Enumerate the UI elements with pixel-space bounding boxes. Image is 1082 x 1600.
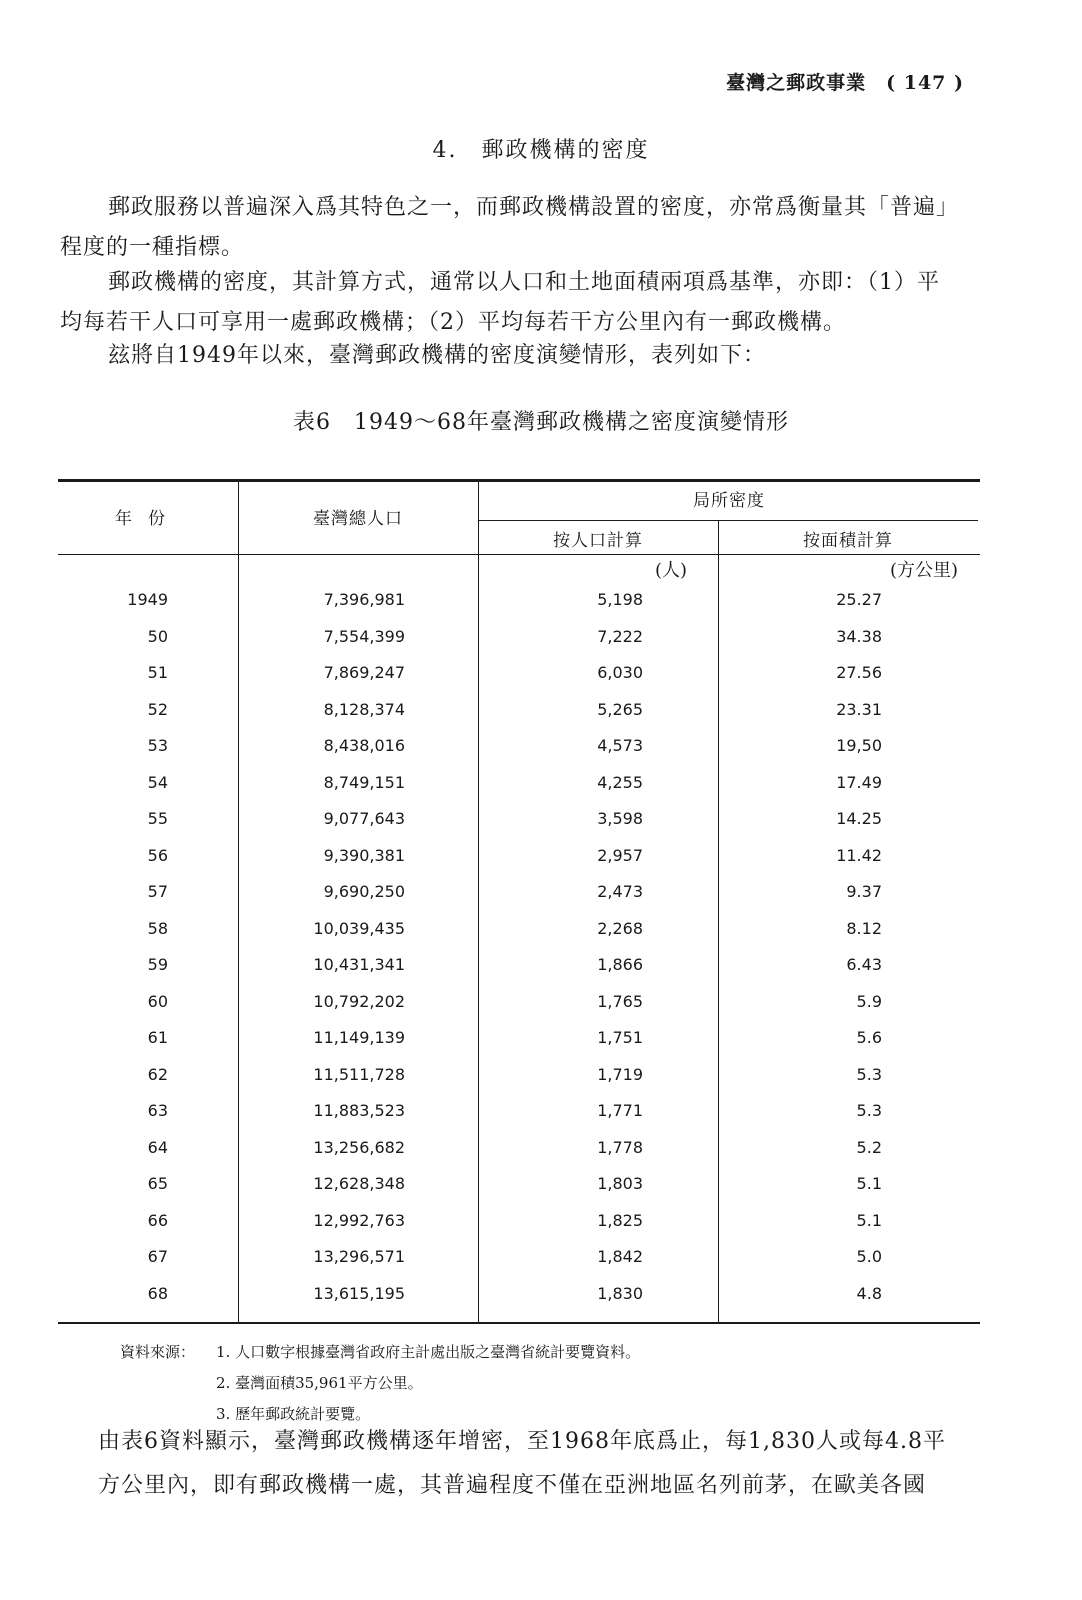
paragraph-2-text: 郵政機構的密度，其計算方式，通常以人口和土地面積兩項爲基準，亦即：（1）平均每若干人口可享用一處郵政機構；（2）平均每若干方公里內有一郵政機構。 [60,270,940,335]
cell-by-population: 1,751 [597,1028,643,1047]
cell-by-area: 5.9 [856,991,882,1011]
table-row [0,1065,1082,1102]
cell-population: 10,431,341 [313,955,405,974]
cell-by-area: 5.6 [856,1028,882,1047]
cell-population: 12,992,763 [313,1210,405,1230]
cell-population: 13,256,682 [313,1137,405,1157]
cell-by-area: 6.43 [846,955,882,974]
table-row [0,1101,1082,1138]
cell-by-area: 17.49 [836,772,882,792]
cell-population: 7,869,247 [323,663,405,682]
cell-by-population: 1,825 [597,1210,643,1230]
cell-population: 7,396,981 [323,590,405,609]
table-row [0,882,1082,919]
cell-year: 51 [147,663,168,682]
cell-by-population: 1,719 [597,1064,643,1084]
cell-by-population: 1,803 [597,1174,643,1193]
cell-year: 53 [147,736,168,755]
paragraph-1 [60,188,955,268]
cell-population: 11,511,728 [313,1064,405,1084]
cell-year: 65 [147,1174,168,1193]
cell-year: 62 [147,1064,168,1084]
cell-by-area: 5.0 [856,1247,882,1266]
cell-year: 66 [147,1210,168,1230]
table-row [0,1247,1082,1284]
cell-by-area: 8.12 [846,918,882,938]
cell-population: 12,628,348 [313,1174,405,1193]
cell-year: 58 [147,918,168,938]
cell-by-area: 34.38 [836,626,882,646]
source-note-1: 1. 人口數字根據臺灣省政府主計處出版之臺灣省統計要覽資料。 [216,1343,641,1361]
cell-year: 68 [147,1283,168,1303]
cell-by-area: 27.56 [836,663,882,682]
cell-population: 8,438,016 [323,736,405,755]
table-row [0,919,1082,956]
cell-by-population: 1,771 [597,1101,643,1120]
cell-by-area: 5.1 [856,1174,882,1193]
header-density: 局所密度 [693,491,765,511]
cell-by-population: 2,957 [597,845,643,865]
cell-population: 10,792,202 [313,991,405,1011]
table-row [0,663,1082,700]
cell-population: 13,615,195 [313,1283,405,1303]
cell-population: 10,039,435 [313,918,405,938]
cell-by-population: 1,765 [597,991,643,1011]
cell-year: 56 [147,845,168,865]
cell-by-population: 1,778 [597,1137,643,1157]
cell-by-population: 1,830 [597,1283,643,1303]
cell-by-area: 14.25 [836,809,882,828]
table-row [0,809,1082,846]
cell-by-area: 19,50 [836,736,882,755]
table-row [0,1284,1082,1321]
cell-by-area: 4.8 [856,1283,882,1303]
cell-by-population: 3,598 [597,809,643,828]
table-row [0,1174,1082,1211]
source-note-3: 3. 歷年郵政統計要覽。 [216,1405,371,1423]
cell-by-area: 5.2 [856,1137,882,1157]
cell-population: 7,554,399 [323,626,405,646]
cell-population: 9,077,643 [323,809,405,828]
cell-by-population: 6,030 [597,663,643,682]
source-note-2: 2. 臺灣面積35,961平方公里。 [216,1374,423,1392]
source-notes-label: 資料來源： [120,1343,196,1361]
cell-year: 59 [147,955,168,974]
cell-by-area: 11.42 [836,845,882,865]
table-body [0,590,1082,1320]
cell-year: 1949 [127,590,168,609]
cell-by-area: 23.31 [836,699,882,719]
cell-by-population: 5,265 [597,699,643,719]
cell-by-area: 25.27 [836,590,882,609]
table-header-rule [58,554,980,555]
cell-year: 67 [147,1247,168,1266]
table-subheader-rule [478,520,978,521]
table-row [0,773,1082,810]
cell-by-population: 4,573 [597,736,643,755]
table-row [0,1028,1082,1065]
table-row [0,846,1082,883]
unit-square-km: (方公里) [890,560,959,581]
header-by-population: 按人口計算 [553,531,643,551]
section-title: 4. 郵政機構的密度 [432,138,650,163]
cell-population: 9,390,381 [323,845,405,865]
cell-by-area: 5.1 [856,1210,882,1230]
running-head: 臺灣之郵政事業 ( 147 ) [726,72,964,94]
cell-by-population: 4,255 [597,772,643,792]
cell-year: 50 [147,626,168,646]
table-row [0,700,1082,737]
paragraph-4: 由表6資料顯示，臺灣郵政機構逐年增密，至1968年底爲止，每1,830人或每4.8平方公里內，即有郵政機構一處，其普遍程度不僅在亞洲地區名列前茅，在歐美各國 [98,1429,946,1498]
cell-population: 11,149,139 [313,1028,405,1047]
cell-year: 54 [147,772,168,792]
paragraph-1-text: 郵政服務以普遍深入爲其特色之一，而郵政機構設置的密度，亦常爲衡量其「普遍」程度的一種指標。 [60,195,949,260]
table-row [0,1138,1082,1175]
cell-by-area: 9.37 [846,882,882,901]
paragraph-3 [60,336,955,376]
cell-by-area: 5.3 [856,1064,882,1084]
cell-year: 61 [147,1028,168,1047]
cell-population: 8,128,374 [323,699,405,719]
cell-by-population: 1,866 [597,955,643,974]
cell-population: 8,749,151 [323,772,405,792]
cell-population: 11,883,523 [313,1101,405,1120]
cell-population: 13,296,571 [313,1247,405,1266]
header-year: 年份 [115,509,181,529]
paragraph-3-text: 玆將自1949年以來，臺灣郵政機構的密度演變情形，表列如下： [108,343,766,368]
cell-by-population: 2,268 [597,918,643,938]
header-by-area: 按面積計算 [803,531,893,551]
unit-persons: (人) [655,560,688,581]
table-top-rule [58,479,980,482]
table-row [0,1211,1082,1248]
cell-by-population: 2,473 [597,882,643,901]
cell-by-area: 5.3 [856,1101,882,1120]
header-population: 臺灣總人口 [313,509,403,529]
source-notes [120,1337,640,1430]
cell-by-population: 1,842 [597,1247,643,1266]
table-bottom-rule [58,1322,980,1324]
cell-year: 52 [147,699,168,719]
cell-population: 9,690,250 [323,882,405,901]
cell-year: 64 [147,1137,168,1157]
table-title: 表6 1949～68年臺灣郵政機構之密度演變情形 [293,410,789,435]
table-row [0,627,1082,664]
cell-year: 57 [147,882,168,901]
paragraph-2 [60,263,955,343]
table-row [0,992,1082,1029]
table-row [0,736,1082,773]
table-row [0,955,1082,992]
cell-year: 55 [147,809,168,828]
cell-by-population: 5,198 [597,590,643,609]
cell-by-population: 7,222 [597,626,643,646]
cell-year: 63 [147,1101,168,1120]
table-row [0,590,1082,627]
cell-year: 60 [147,991,168,1011]
